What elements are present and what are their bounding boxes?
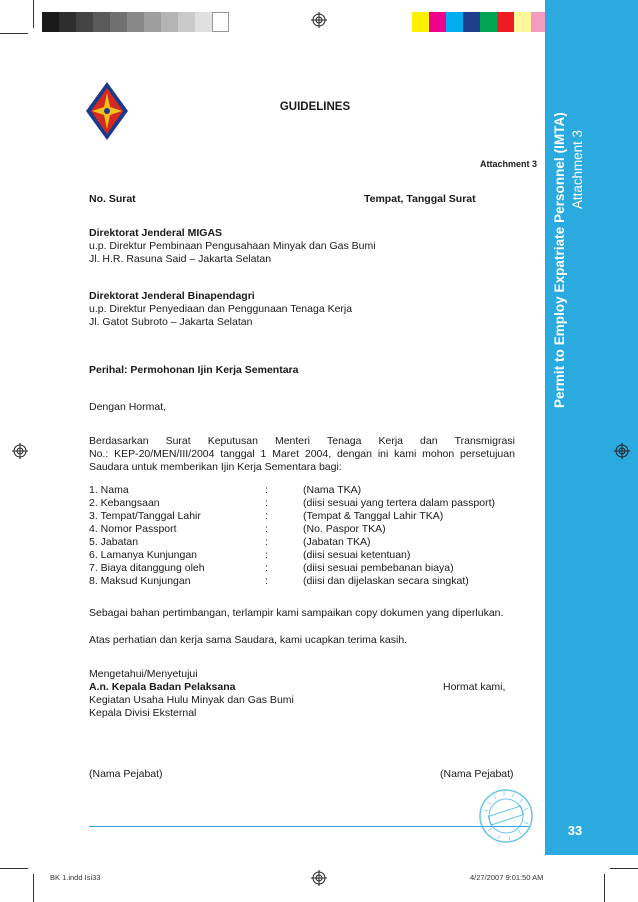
addressee2-address: Jl. Gatot Subroto – Jakarta Selatan: [89, 316, 253, 328]
detail-value: (Jabatan TKA): [303, 536, 371, 548]
detail-colon: :: [265, 510, 268, 522]
body-word: Menteri: [274, 435, 310, 447]
detail-label: 7. Biaya ditanggung oleh: [89, 562, 205, 574]
body-word: kami: [394, 448, 417, 460]
detail-value: (diisi sesuai yang tertera dalam passport): [303, 497, 496, 509]
crop-mark: [0, 33, 28, 34]
detail-label: 5. Jabatan: [89, 536, 139, 548]
closing-sentence-2: Atas perhatian dan kerja sama Saudara, kami ucapkan terima kasih.: [89, 634, 408, 646]
addressee2-attention: u.p. Direktur Penyediaan dan Penggunaan Tenaga Kerja: [89, 303, 353, 315]
detail-value: (Tempat & Tanggal Lahir TKA): [303, 510, 444, 522]
detail-colon: :: [265, 562, 268, 574]
footer-rule: [89, 826, 529, 827]
body-word: Keputusan: [207, 435, 258, 447]
detail-value: (diisi sesuai ketentuan): [303, 549, 411, 561]
crop-mark: [33, 0, 34, 28]
body-line-2: [89, 448, 515, 461]
detail-colon: :: [265, 497, 268, 509]
bpmigas-logo-icon: [84, 80, 130, 142]
crop-mark: [33, 874, 34, 902]
body-word: 1: [260, 448, 267, 460]
registration-mark-icon: [311, 12, 327, 28]
detail-colon: :: [265, 536, 268, 548]
detail-colon: :: [265, 523, 268, 535]
body-word: Kerja: [378, 435, 404, 447]
print-slug-right: 4/27/2007 9:01:50 AM: [470, 873, 544, 882]
detail-value: (Nama TKA): [303, 484, 362, 496]
signatory-organization: Kegiatan Usaha Hulu Minyak dan Gas Bumi: [89, 694, 294, 706]
official-name-right: (Nama Pejabat): [440, 768, 514, 780]
side-band-subtitle-text: Attachment 3: [570, 130, 585, 209]
body-word: 2004,: [304, 448, 332, 460]
attachment-label: Attachment 3: [479, 159, 537, 169]
detail-label: 3. Tempat/Tanggal Lahir: [89, 510, 201, 522]
detail-label: 2. Kebangsaan: [89, 497, 160, 509]
body-word: tanggal: [220, 448, 255, 460]
registration-mark-icon: [311, 870, 327, 886]
official-stamp-icon: [478, 788, 534, 844]
subject-line: Perihal: Permohonan Ijin Kerja Sementara: [89, 364, 299, 376]
detail-label: 4. Nomor Passport: [89, 523, 177, 535]
body-word: Transmigrasi: [454, 435, 515, 447]
addressee1-name: Direktorat Jenderal MIGAS: [89, 227, 223, 239]
registration-mark-icon: [614, 443, 630, 459]
salutation: Dengan Hormat,: [89, 401, 167, 413]
detail-colon: :: [265, 549, 268, 561]
regards-label: Hormat kami,: [443, 681, 506, 693]
body-word: dan: [420, 435, 438, 447]
closing-sentence-1: Sebagai bahan pertimbangan, terlampir kami sampaikan copy dokumen yang diperlukan.: [89, 607, 504, 619]
body-word: KEP-20/MEN/III/2004: [114, 448, 215, 460]
addressee2-name: Direktorat Jenderal Binapendagri: [89, 290, 255, 302]
detail-value: (diisi sesuai pembebanan biaya): [303, 562, 454, 574]
addressee1-attention: u.p. Direktur Pembinaan Pengusahaan Minyak dan Gas Bumi: [89, 240, 376, 252]
detail-value: (diisi dan dijelaskan secara singkat): [303, 575, 469, 587]
detail-colon: :: [265, 575, 268, 587]
body-word: dengan: [336, 448, 372, 460]
signatory-division: Kepala Divisi Eksternal: [89, 707, 197, 719]
detail-value: (No. Paspor TKA): [303, 523, 386, 535]
body-word: Surat: [165, 435, 191, 447]
crop-mark: [610, 868, 638, 869]
body-word: persetujuan: [460, 448, 515, 460]
detail-label: 6. Lamanya Kunjungan: [89, 549, 197, 561]
body-word: Berdasarkan: [89, 435, 149, 447]
page-title: GUIDELINES: [279, 101, 351, 113]
registration-mark-icon: [12, 443, 28, 459]
body-word: ini: [377, 448, 389, 460]
official-name-left: (Nama Pejabat): [89, 768, 163, 780]
page-number: 33: [567, 823, 583, 838]
print-slug-left: BK 1.indd Isi33: [50, 873, 101, 882]
body-word: Tenaga: [327, 435, 362, 447]
detail-colon: :: [265, 484, 268, 496]
body-word: Maret: [272, 448, 300, 460]
side-band-title: Permit to Employ Expatriate Personnel (IMTA): [552, 112, 567, 408]
place-date-label: Tempat, Tanggal Surat: [364, 193, 476, 205]
addressee1-address: Jl. H.R. Rasuna Said – Jakarta Selatan: [89, 253, 272, 265]
detail-label: 1. Nama: [89, 484, 129, 496]
crop-mark: [604, 874, 605, 902]
side-band-subtitle: [570, 88, 585, 408]
approval-label: Mengetahui/Menyetujui: [89, 668, 198, 680]
body-word: No.:: [89, 448, 109, 460]
detail-label: 8. Maksud Kunjungan: [89, 575, 191, 587]
no-surat-label: No. Surat: [89, 193, 136, 205]
signatory-title: A.n. Kepala Badan Pelaksana: [89, 681, 236, 693]
body-word: mohon: [422, 448, 455, 460]
crop-mark: [0, 868, 28, 869]
body-line-3: Saudara untuk memberikan Ijin Kerja Sementara bagi:: [89, 461, 342, 473]
body-line-1: [89, 435, 515, 448]
